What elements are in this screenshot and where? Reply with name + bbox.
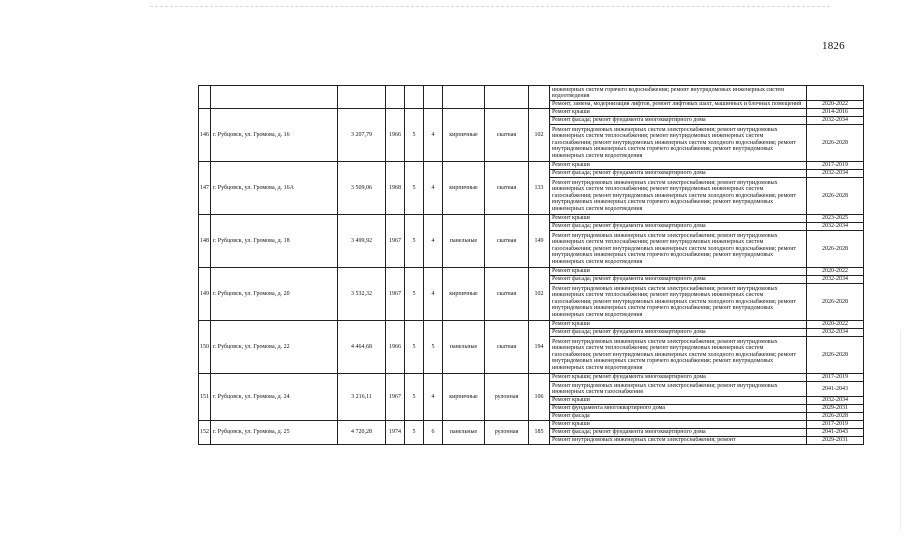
years-cell: 2020-2022 [807, 268, 864, 276]
work-cell: Ремонт фасада [550, 413, 807, 421]
table-row [199, 321, 864, 329]
years-cell: 2041-2043 [807, 429, 864, 437]
years-cell: 2032-2034 [807, 397, 864, 405]
address-cell: г. Рубцовск, ул. Громова, д. 16 [211, 109, 338, 162]
empty-cell [386, 86, 405, 109]
scan-edge-shadow [900, 330, 903, 530]
address-cell: г. Рубцовск, ул. Громова, д. 24 [211, 374, 338, 421]
empty-cell [424, 86, 443, 109]
roof-cell: скатная [485, 109, 529, 162]
years-cell [807, 86, 864, 101]
empty-cell [338, 86, 386, 109]
entrances-cell: 4 [424, 109, 443, 162]
years-cell: 2041-2043 [807, 382, 864, 397]
years-cell: 2026-2028 [807, 178, 864, 215]
work-cell: Ремонт внутридомовых инженерных систем электроснабжения; ремонт внутридомовых инженерных систем теплоснабжения; ремонт внутридомовых инженерных систем газоснабжения; ремонт внутридомовых инженерных систем холодного водоснабжения; ремонт внутридомовых инженерных систем горячего водоснабжения; ремонт внутридомовых инженерных систем водоотведения [550, 125, 807, 162]
walls-cell: панельные [443, 215, 485, 268]
roof-cell: скатная [485, 268, 529, 321]
years-cell: 2023-2025 [807, 215, 864, 223]
walls-cell: кирпичные [443, 109, 485, 162]
work-cell: Ремонт крыши [550, 109, 807, 117]
work-cell: Ремонт фасада; ремонт фундамента многоквартирного дома [550, 429, 807, 437]
repair-schedule-table [198, 85, 864, 445]
row-number: 146 [199, 109, 211, 162]
page-number: 1826 [822, 40, 845, 52]
scan-edge-line [150, 6, 830, 7]
year-built-cell: 1974 [386, 421, 405, 445]
row-number: 152 [199, 421, 211, 445]
floors-cell: 5 [405, 268, 424, 321]
work-cell: Ремонт внутридомовых инженерных систем электроснабжения; ремонт внутридомовых инженерных систем теплоснабжения; ремонт внутридомовых инженерных систем газоснабжения; ремонт внутридомовых инженерных систем холодного водоснабжения; ремонт внутридомовых инженерных систем горячего водоснабжения; ремонт внутридомовых инженерных систем водоотведения [550, 178, 807, 215]
empty-cell [211, 86, 338, 109]
years-cell: 2029-2031 [807, 405, 864, 413]
address-cell: г. Рубцовск, ул. Громова, д. 25 [211, 421, 338, 445]
work-cell: Ремонт, замена, модернизация лифтов, ремонт лифтовых шахт, машинных и блочных помещений [550, 101, 807, 109]
entrances-cell: 5 [424, 321, 443, 374]
work-cell: Ремонт внутридомовых инженерных систем электроснабжения; ремонт внутридомовых инженерных систем теплоснабжения; ремонт внутридомовых инженерных систем газоснабжения; ремонт внутридомовых инженерных систем холодного водоснабжения; ремонт внутридомовых инженерных систем горячего водоснабжения; ремонт внутридомовых инженерных систем водоотведения [550, 337, 807, 374]
work-cell: Ремонт фасада; ремонт фундамента многоквартирного дома [550, 223, 807, 231]
year-built-cell: 1966 [386, 321, 405, 374]
work-cell: Ремонт фасада; ремонт фундамента многоквартирного дома [550, 170, 807, 178]
years-cell: 2032-2034 [807, 170, 864, 178]
apartments-cell: 102 [529, 109, 550, 162]
years-cell: 2020-2022 [807, 101, 864, 109]
row-number: 149 [199, 268, 211, 321]
capital-repair-table [198, 85, 863, 445]
apartments-cell: 185 [529, 421, 550, 445]
years-cell: 2026-2028 [807, 125, 864, 162]
area-cell: 3 509,06 [338, 162, 386, 215]
years-cell: 2032-2034 [807, 276, 864, 284]
area-cell: 3 216,11 [338, 374, 386, 421]
years-cell: 2017-2019 [807, 421, 864, 429]
area-cell: 3 207,79 [338, 109, 386, 162]
row-number: 147 [199, 162, 211, 215]
work-cell: Ремонт крыши [550, 268, 807, 276]
years-cell: 2026-2028 [807, 337, 864, 374]
work-cell: Ремонт внутридомовых инженерных систем электроснабжения; ремонт внутридомовых инженерных систем газоснабжения [550, 382, 807, 397]
work-cell: Ремонт крыши; ремонт фундамента многоквартирного дома [550, 374, 807, 382]
row-number: 150 [199, 321, 211, 374]
address-cell: г. Рубцовск, ул. Громова, д. 20 [211, 268, 338, 321]
work-cell: Ремонт внутридомовых инженерных систем электроснабжения; ремонт внутридомовых инженерных систем теплоснабжения; ремонт внутридомовых инженерных систем газоснабжения; ремонт внутридомовых инженерных систем холодного водоснабжения; ремонт внутридомовых инженерных систем горячего водоснабжения; ремонт внутридомовых инженерных систем водоотведения [550, 284, 807, 321]
work-cell: Ремонт крыши [550, 215, 807, 223]
work-cell: Ремонт фасада; ремонт фундамента многоквартирного дома [550, 329, 807, 337]
roof-cell: скатная [485, 162, 529, 215]
year-built-cell: 1967 [386, 268, 405, 321]
years-cell: 2032-2034 [807, 117, 864, 125]
apartments-cell: 149 [529, 215, 550, 268]
table-row [199, 215, 864, 223]
row-number: 151 [199, 374, 211, 421]
years-cell: 2026-2028 [807, 284, 864, 321]
area-cell: 4 720,28 [338, 421, 386, 445]
roof-cell: рулонная [485, 421, 529, 445]
area-cell: 3 499,92 [338, 215, 386, 268]
work-cell: Ремонт крыши [550, 421, 807, 429]
table-row [199, 421, 864, 429]
work-cell: Ремонт крыши [550, 321, 807, 329]
floors-cell: 5 [405, 109, 424, 162]
area-cell: 3 532,32 [338, 268, 386, 321]
floors-cell: 5 [405, 162, 424, 215]
empty-cell [443, 86, 485, 109]
year-built-cell: 1966 [386, 109, 405, 162]
row-number: 148 [199, 215, 211, 268]
table-row [199, 86, 864, 101]
years-cell: 2014-2016 [807, 109, 864, 117]
year-built-cell: 1968 [386, 162, 405, 215]
entrances-cell: 4 [424, 268, 443, 321]
years-cell: 2017-2019 [807, 162, 864, 170]
table-body [199, 86, 864, 445]
roof-cell: скатная [485, 215, 529, 268]
empty-cell [405, 86, 424, 109]
floors-cell: 5 [405, 321, 424, 374]
work-cell: инженерных систем горячего водоснабжения; ремонт внутридомовых инженерных систем водоотведения [550, 86, 807, 101]
years-cell: 2026-2028 [807, 413, 864, 421]
work-cell: Ремонт фасада; ремонт фундамента многоквартирного дома [550, 276, 807, 284]
walls-cell: кирпичные [443, 374, 485, 421]
walls-cell: кирпичные [443, 268, 485, 321]
years-cell: 2020-2022 [807, 321, 864, 329]
entrances-cell: 6 [424, 421, 443, 445]
table-row [199, 268, 864, 276]
work-cell: Ремонт фундамента многоквартирного дома [550, 405, 807, 413]
walls-cell: панельные [443, 421, 485, 445]
years-cell: 2017-2019 [807, 374, 864, 382]
year-built-cell: 1967 [386, 374, 405, 421]
walls-cell: кирпичные [443, 162, 485, 215]
years-cell: 2029-2031 [807, 437, 864, 445]
roof-cell: скатная [485, 321, 529, 374]
roof-cell: рулонная [485, 374, 529, 421]
work-cell: Ремонт фасада; ремонт фундамента многоквартирного дома [550, 117, 807, 125]
area-cell: 4 464,68 [338, 321, 386, 374]
empty-cell [199, 86, 211, 109]
apartments-cell: 194 [529, 321, 550, 374]
floors-cell: 5 [405, 215, 424, 268]
work-cell: Ремонт крыши [550, 162, 807, 170]
entrances-cell: 4 [424, 162, 443, 215]
years-cell: 2032-2034 [807, 223, 864, 231]
empty-cell [485, 86, 529, 109]
apartments-cell: 102 [529, 268, 550, 321]
work-cell: Ремонт внутридомовых инженерных систем электроснабжения; ремонт [550, 437, 807, 445]
years-cell: 2026-2028 [807, 231, 864, 268]
table-row [199, 374, 864, 382]
empty-cell [529, 86, 550, 109]
table-row [199, 162, 864, 170]
address-cell: г. Рубцовск, ул. Громова, д. 18 [211, 215, 338, 268]
floors-cell: 5 [405, 374, 424, 421]
work-cell: Ремонт внутридомовых инженерных систем электроснабжения; ремонт внутридомовых инженерных систем теплоснабжения; ремонт внутридомовых инженерных систем газоснабжения; ремонт внутридомовых инженерных систем холодного водоснабжения; ремонт внутридомовых инженерных систем горячего водоснабжения; ремонт внутридомовых инженерных систем водоотведения [550, 231, 807, 268]
entrances-cell: 4 [424, 215, 443, 268]
apartments-cell: 106 [529, 374, 550, 421]
apartments-cell: 133 [529, 162, 550, 215]
address-cell: г. Рубцовск, ул. Громова, д. 16А [211, 162, 338, 215]
entrances-cell: 4 [424, 374, 443, 421]
floors-cell: 5 [405, 421, 424, 445]
year-built-cell: 1967 [386, 215, 405, 268]
walls-cell: панельные [443, 321, 485, 374]
address-cell: г. Рубцовск, ул. Громова, д. 22 [211, 321, 338, 374]
table-row [199, 109, 864, 117]
years-cell: 2032-2034 [807, 329, 864, 337]
work-cell: Ремонт крыши [550, 397, 807, 405]
